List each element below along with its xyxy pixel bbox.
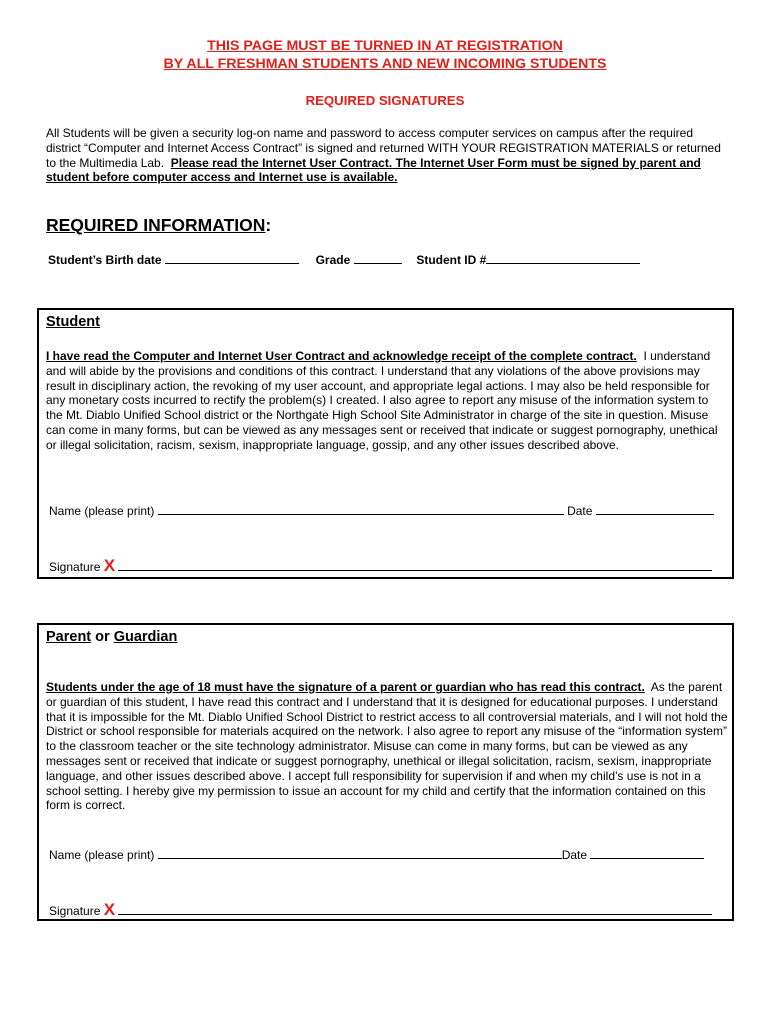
student-signature-x-icon: X	[103, 556, 116, 575]
parent-bold-text: Students under the age of 18 must have the signature of a parent or guardian who has read this contract.	[46, 680, 645, 694]
intro-bold-text: Please read the Internet User Contract. The Internet User Form must be signed by parent and student before computer access and Internet use is available.	[46, 155, 701, 185]
student-section	[37, 308, 734, 579]
student-id-field[interactable]	[486, 252, 640, 264]
student-date-field[interactable]	[596, 503, 714, 515]
student-signature-row	[49, 556, 712, 576]
intro-paragraph	[46, 126, 730, 185]
required-info-title	[46, 215, 271, 236]
parent-signature-row	[49, 900, 712, 920]
student-name-label: Name (please print)	[49, 504, 155, 518]
parent-section	[37, 623, 734, 921]
header-line-1: THIS PAGE MUST BE TURNED IN AT REGISTRATION	[207, 38, 563, 54]
student-text: I understand and will abide by the provisions and conditions of this contract. I understand that any violations of the above provisions may result in disciplinary action, the revoking of my user account, and appropriate legal actions. I may also be held responsible for any monetary costs incurred to rectify the problem(s) I created. I also agree to report any misuse of the information system to the Mt. Diablo Unified School district or the Northgate High School Site Administrator in charge of the site in question. Misuse can come in many forms, but can be viewed as any messages sent or received that indicate or suggest pornography, unethical or illegal solicitation, racism, sexism, inappropriate language, gossip, and any other issues described above.	[46, 349, 718, 452]
student-name-field[interactable]	[158, 503, 564, 515]
required-info-title-text: REQUIRED INFORMATION	[46, 215, 266, 235]
student-bold-text: I have read the Computer and Internet User Contract and acknowledge receipt of the complete contract.	[46, 349, 637, 363]
parent-section-title	[46, 629, 177, 645]
parent-paragraph	[46, 680, 728, 813]
student-date-label: Date	[567, 504, 593, 518]
birth-date-label: Student’s Birth date	[48, 253, 162, 267]
student-signature-field[interactable]	[118, 559, 712, 571]
parent-name-label: Name (please print)	[49, 848, 155, 862]
student-signature-label: Signature	[49, 560, 101, 574]
parent-signature-x-icon: X	[103, 900, 116, 919]
student-section-title: Student	[46, 314, 100, 330]
parent-text: As the parent or guardian of this student, I have read this contract and I understand that it is designed for educational purposes. I understand that it is impossible for the Mt. Diablo Unified School District to restrict access to all controversial materials, and I will not hold the District or school responsible for materials acquired on the network. I also agree to report any misuse of the “information system” to the classroom teacher or the site technology administrator. Misuse can come in many forms, but can be viewed as any messages sent or received that indicate or suggest pornography, unethical or illegal solicitation, racism, sexism, inappropriate language, and other issues described above. I accept full responsibility for supervision if and when my child’s use is not in a school setting. I hereby give my permission to issue an account for my child and certify that the information contained on this form is correct.	[46, 680, 728, 813]
required-info-fields	[48, 252, 640, 267]
grade-label: Grade	[315, 253, 351, 267]
guardian-title-word: Guardian	[113, 629, 178, 645]
parent-signature-field[interactable]	[118, 903, 712, 915]
birth-date-field[interactable]	[165, 252, 299, 264]
parent-name-field[interactable]	[158, 847, 562, 859]
parent-title-or: or	[91, 629, 114, 645]
parent-signature-label: Signature	[49, 904, 101, 918]
intro-text: All Students will be given a security log-on name and password to access computer services on campus after the required district “Computer and Internet Access Contract” is signed and returned WITH YOUR REGISTRATION MATERIALS or returned to the Multimedia Lab.	[46, 126, 721, 170]
parent-date-label: Date	[561, 848, 588, 862]
header-line-2: BY ALL FRESHMAN STUDENTS AND NEW INCOMING STUDENTS	[163, 56, 607, 72]
student-name-row	[49, 503, 714, 518]
student-paragraph	[46, 349, 728, 453]
student-id-label: Student ID #	[416, 253, 487, 267]
required-signatures-heading: REQUIRED SIGNATURES	[305, 93, 465, 108]
required-info-colon: :	[265, 215, 272, 235]
parent-date-field[interactable]	[590, 847, 704, 859]
parent-title-word: Parent	[46, 629, 92, 645]
parent-name-row	[49, 847, 704, 862]
grade-field[interactable]	[354, 252, 402, 264]
